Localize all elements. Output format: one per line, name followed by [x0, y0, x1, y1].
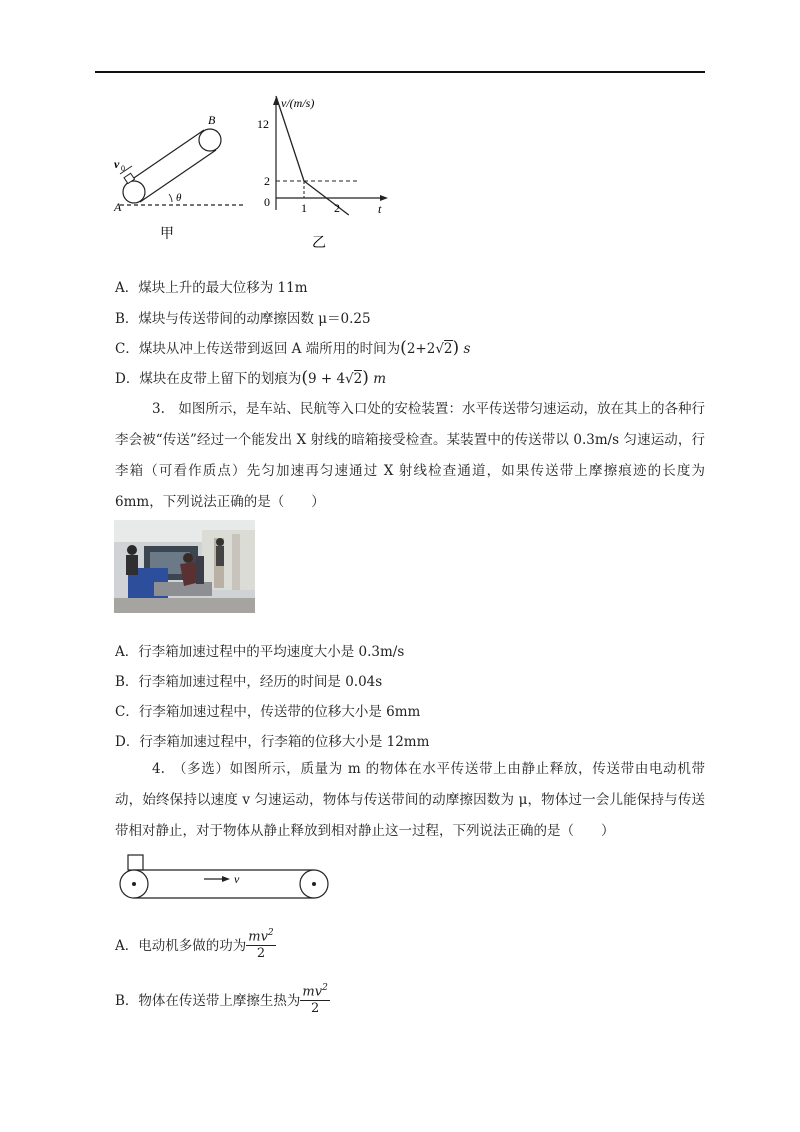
q2-option-c-root: 2 — [443, 341, 453, 357]
q2-option-d: D．煤块在皮带上留下的划痕为(9 + 4√2) m — [115, 368, 386, 388]
q3-option-a: A．行李箱加速过程中的平均速度大小是 0.3m/s — [115, 644, 405, 660]
tick-label-x2: 2 — [334, 201, 340, 215]
caption-yi: 乙 — [312, 236, 326, 251]
belt-velocity-label: v — [234, 872, 240, 886]
frac-numerator: mv — [248, 929, 268, 945]
q4-stem: 4. （多选）如图所示，质量为 m 的物体在水平传送带上由静止释放，传送带由电动机带动，始终保持以速度 v 匀速运动，物体与传送带间的动摩擦因数为 μ，物体过一会儿能保持与传送带相对静止，对于物体从静止释放到相对静止这一过程，下列说法正确的是（ ） — [115, 761, 705, 839]
x-axis-arrow — [380, 195, 388, 201]
caption-jia: 甲 — [160, 227, 174, 242]
fraction-mv2-over-2 — [246, 925, 275, 962]
q4-option-a — [115, 925, 276, 962]
header-rule — [95, 71, 705, 73]
frac-exponent: 2 — [267, 928, 274, 938]
q2-option-b: B．煤块与传送带间的动摩擦因数 μ＝0.25 — [115, 311, 371, 327]
tick-label-12: 12 — [257, 117, 269, 131]
q2-option-d-expr: 9 + 4 — [307, 371, 346, 387]
label-v0-sub: 0 — [121, 164, 125, 173]
figure-yi-vt-graph — [255, 95, 395, 255]
figure-jia-incline — [110, 112, 250, 242]
tick-label-2: 2 — [264, 174, 270, 188]
q3-option-d: D．行李箱加速过程中，行李箱的位移大小是 12mm — [115, 734, 430, 750]
q2-option-c: C．煤块从冲上传送带到返回 A 端所用的时间为(2+2√2) s — [115, 338, 471, 358]
fraction-mv2-over-2 — [300, 980, 329, 1017]
frac-denominator: 2 — [256, 946, 266, 962]
q3-stem: 3. 如图所示，是车站、民航等入口处的安检装置：水平传送带匀速运动，放在其上的各种行李会被“传送”经过一个能发出 X 射线的暗箱接受检查。某装置中的传送带以 0.3m/s 匀速运动，行李箱（可看作质点）先匀加速再匀速通过 X 射线检查通道，如果传送带上摩擦痕迹的长度为 6mm，下列说法正确的是（ ） — [115, 401, 705, 510]
tick-label-x1: 1 — [301, 201, 307, 215]
y-axis-label: v/(m/s) — [281, 96, 315, 110]
label-v0: v — [114, 157, 120, 171]
frac-denominator: 2 — [310, 1001, 320, 1017]
frac-numerator: mv — [302, 984, 323, 1000]
q3-option-c: C．行李箱加速过程中，传送带的位移大小是 6mm — [115, 704, 421, 720]
q2-option-d-root: 2 — [353, 371, 363, 387]
label-theta: θ — [176, 192, 182, 204]
q2-option-c-expr: 2+2 — [406, 341, 436, 357]
x-axis-label: t — [378, 202, 382, 216]
q2-option-d-text: D．煤块在皮带上留下的划痕为 — [115, 371, 302, 387]
q2-option-d-unit: m — [373, 371, 386, 387]
frac-exponent: 2 — [322, 983, 328, 993]
q4-option-b — [115, 980, 330, 1017]
label-a: A — [114, 200, 122, 214]
q3-option-b: B．行李箱加速过程中，经历的时间是 0.04s — [115, 674, 383, 690]
tick-label-0: 0 — [264, 195, 270, 209]
q4-option-b-text: B．物体在传送带上摩擦生热为 — [115, 992, 301, 1009]
q4-option-a-text: A．电动机多做的功为 — [115, 937, 247, 954]
conveyor-belt-figure — [114, 850, 336, 900]
q2-option-c-text: C．煤块从冲上传送带到返回 A 端所用的时间为 — [115, 341, 401, 357]
security-check-photo — [114, 520, 255, 613]
q2-option-c-unit: s — [463, 341, 471, 357]
label-b: B — [208, 113, 216, 127]
q2-option-a: A．煤块上升的最大位移为 11m — [115, 280, 308, 296]
